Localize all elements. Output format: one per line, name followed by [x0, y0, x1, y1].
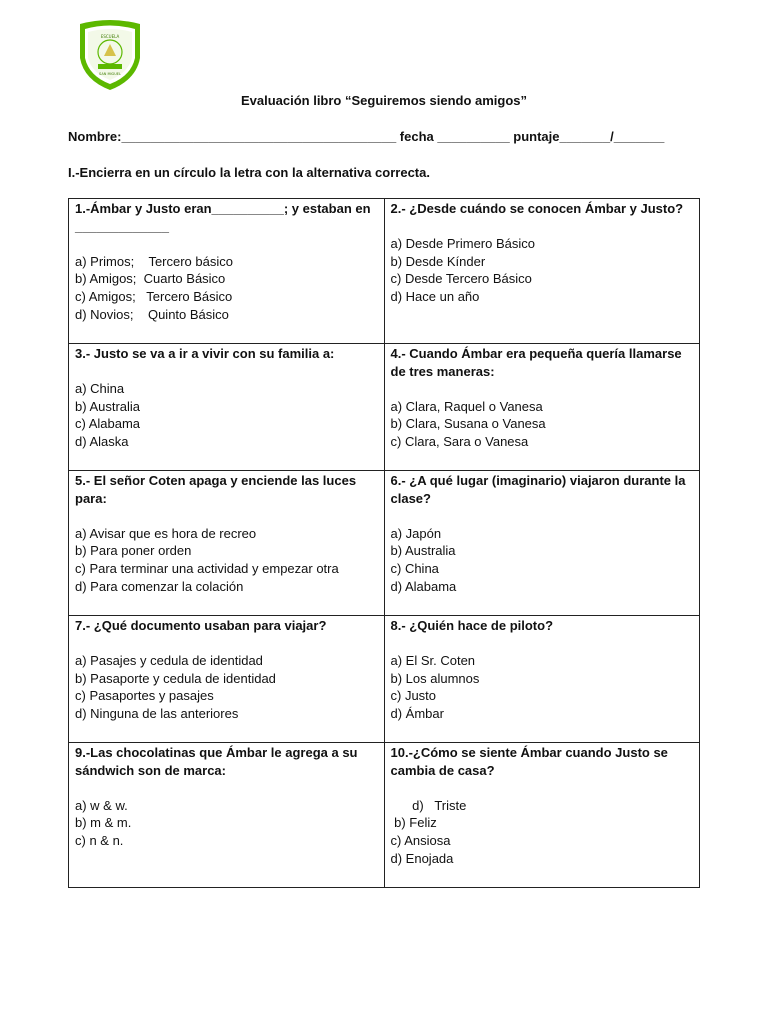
- question-text: 2.- ¿Desde cuándo se conocen Ámbar y Justo?: [390, 201, 684, 216]
- option-b[interactable]: b) Desde Kínder: [390, 253, 486, 269]
- option-b[interactable]: b) Australia: [75, 398, 141, 414]
- option-c[interactable]: c) Amigos; Tercero Básico: [75, 288, 233, 304]
- question-cell-4: [384, 344, 700, 471]
- table-row: [69, 471, 700, 616]
- option-c[interactable]: c) Clara, Sara o Vanesa: [390, 433, 529, 449]
- option-c[interactable]: c) Pasaportes y pasajes: [75, 688, 214, 704]
- school-crest-logo: [74, 18, 146, 92]
- option-b[interactable]: b) Australia: [390, 543, 456, 559]
- questions-table: [68, 198, 700, 888]
- option-d[interactable]: d) Hace un año: [390, 288, 480, 304]
- question-cell-7: [69, 616, 385, 743]
- option-a[interactable]: a) China: [75, 381, 125, 397]
- question-cell-1: [69, 199, 385, 344]
- option-a[interactable]: a) El Sr. Coten: [390, 653, 476, 669]
- question-cell-10: [384, 743, 700, 888]
- option-b[interactable]: b) Los alumnos: [390, 670, 480, 686]
- option-b[interactable]: b) Clara, Susana o Vanesa: [390, 416, 546, 432]
- option-b[interactable]: b) Pasaporte y cedula de identidad: [75, 670, 276, 686]
- crest-text-top: ESCUELA: [100, 34, 120, 39]
- question-text: 9.-Las chocolatinas que Ámbar le agrega a su sándwich son de marca:: [75, 745, 358, 778]
- question-cell-8: [384, 616, 700, 743]
- option-d[interactable]: d) Ámbar: [390, 705, 444, 721]
- table-row: [69, 344, 700, 471]
- option-a[interactable]: a) Primos; Tercero básico: [75, 253, 233, 269]
- question-cell-2: [384, 199, 700, 344]
- option-a[interactable]: a) Pasajes y cedula de identidad: [75, 653, 263, 669]
- instruction-text: I.-Encierra en un círculo la letra con la alternativa correcta.: [68, 165, 430, 180]
- question-text: 8.- ¿Quién hace de piloto?: [390, 618, 554, 633]
- option-d[interactable]: d) Alaska: [75, 433, 129, 449]
- question-text: 3.- Justo se va a ir a vivir con su familia a:: [75, 346, 335, 361]
- option-c[interactable]: c) Ansiosa: [390, 832, 451, 848]
- option-a[interactable]: a) Desde Primero Básico: [390, 236, 535, 252]
- option-b[interactable]: b) Amigos; Cuarto Básico: [75, 271, 226, 287]
- option-c[interactable]: c) Alabama: [75, 416, 141, 432]
- option-c[interactable]: c) Para terminar una actividad y empezar otra: [75, 560, 339, 576]
- question-text: 10.-¿Cómo se siente Ámbar cuando Justo se cambia de casa?: [390, 745, 668, 778]
- table-row: [69, 616, 700, 743]
- option-b[interactable]: b) m & m.: [75, 815, 132, 831]
- question-cell-3: [69, 344, 385, 471]
- option-a[interactable]: a) w & w.: [75, 797, 128, 813]
- document-title: Evaluación libro “Seguiremos siendo amigos”: [240, 93, 528, 108]
- option-d[interactable]: d) Alabama: [390, 578, 457, 594]
- student-info-line: Nombre:______________________________________ fecha __________ puntaje_______/_______: [68, 129, 665, 144]
- table-row: [69, 743, 700, 888]
- question-cell-5: [69, 471, 385, 616]
- option-b[interactable]: b) Feliz: [390, 815, 437, 831]
- crest-text-bottom: SAN MIGUEL: [99, 72, 121, 76]
- question-cell-6: [384, 471, 700, 616]
- option-b[interactable]: b) Para poner orden: [75, 543, 192, 559]
- option-c[interactable]: c) Desde Tercero Básico: [390, 271, 532, 287]
- question-text: 6.- ¿A qué lugar (imaginario) viajaron durante la clase?: [390, 473, 686, 506]
- question-text: 1.-Ámbar y Justo eran__________; y estaban en _____________: [75, 201, 371, 234]
- option-d[interactable]: d) Ninguna de las anteriores: [75, 705, 239, 721]
- table-row: [69, 199, 700, 344]
- option-a[interactable]: a) Clara, Raquel o Vanesa: [390, 398, 543, 414]
- option-a[interactable]: a) Avisar que es hora de recreo: [75, 525, 257, 541]
- question-text: 7.- ¿Qué documento usaban para viajar?: [75, 618, 327, 633]
- question-cell-9: [69, 743, 385, 888]
- option-c[interactable]: c) n & n.: [75, 832, 124, 848]
- question-text: 5.- El señor Coten apaga y enciende las luces para:: [75, 473, 357, 506]
- option-c[interactable]: c) Justo: [390, 688, 437, 704]
- question-text: 4.- Cuando Ámbar era pequeña quería llamarse de tres maneras:: [390, 346, 682, 379]
- option-a[interactable]: a) Japón: [390, 525, 442, 541]
- option-d[interactable]: d) Para comenzar la colación: [75, 578, 244, 594]
- option-d-triste[interactable]: d) Triste: [390, 797, 467, 813]
- option-d[interactable]: d) Novios; Quinto Básico: [75, 306, 229, 322]
- option-c[interactable]: c) China: [390, 560, 439, 576]
- option-d[interactable]: d) Enojada: [390, 850, 454, 866]
